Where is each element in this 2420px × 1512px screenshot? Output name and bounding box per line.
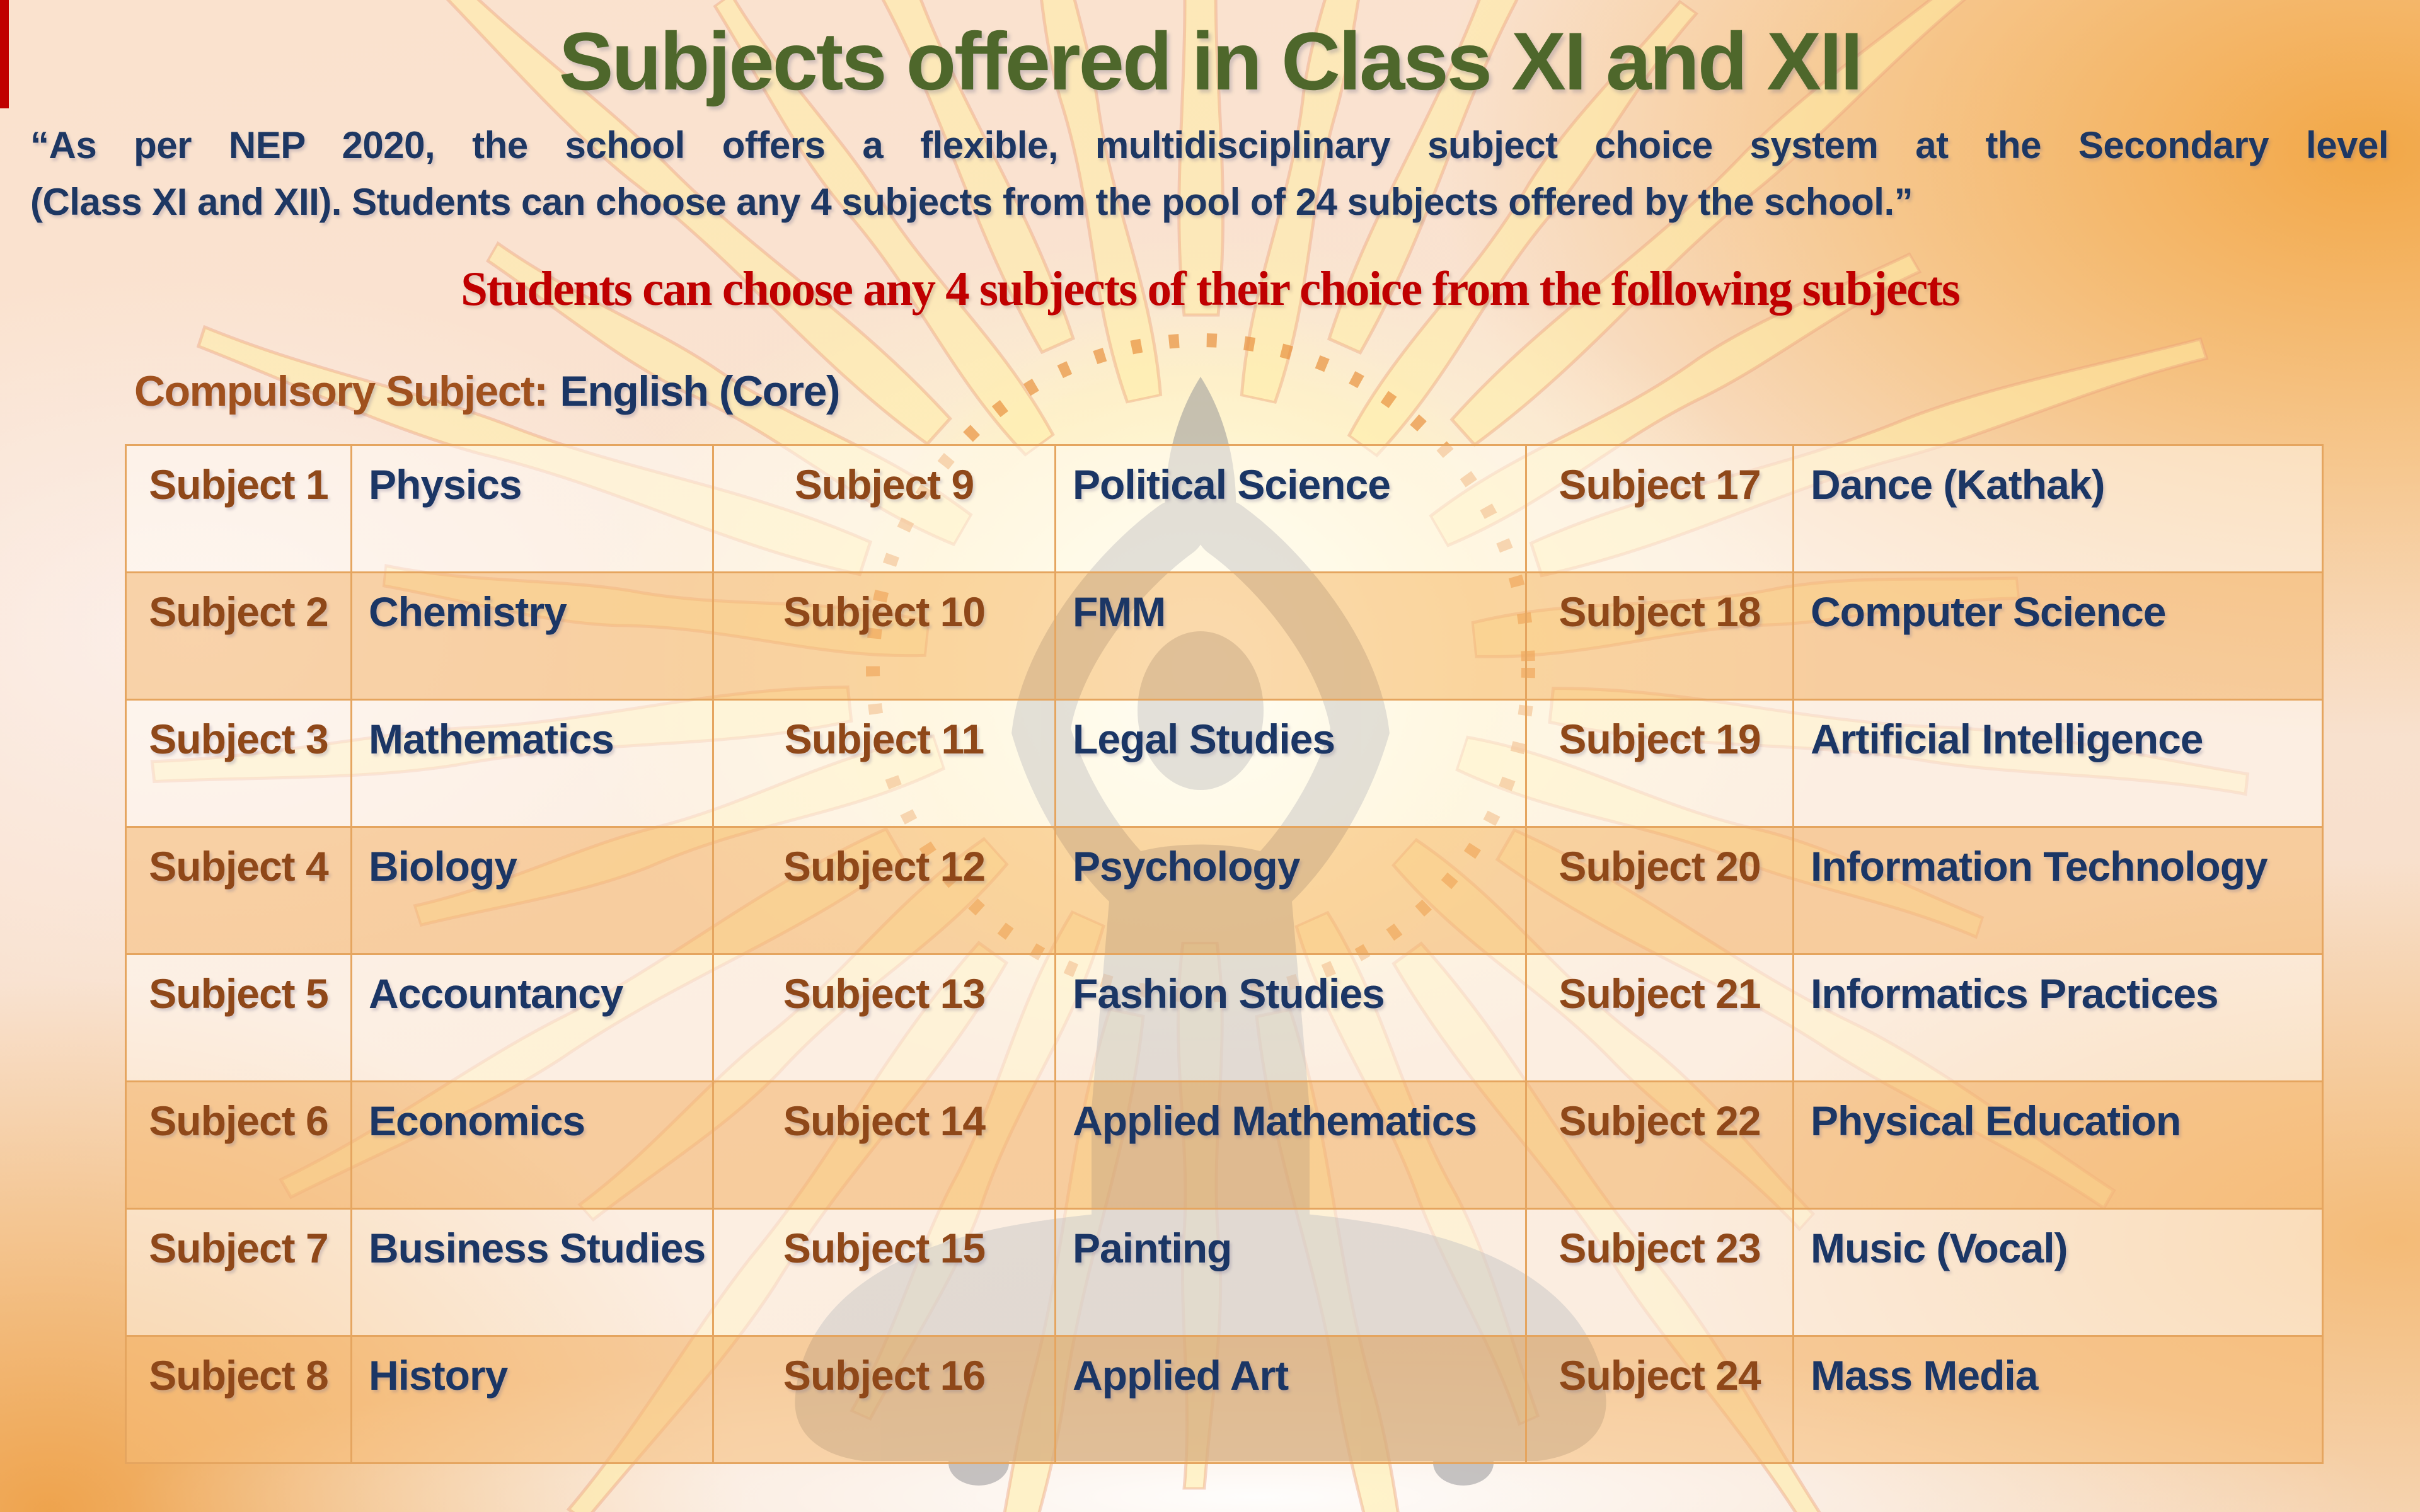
subject-number-cell: Subject 15 xyxy=(713,1209,1056,1336)
subject-name-cell: Informatics Practices xyxy=(1794,954,2323,1082)
subject-number-cell: Subject 19 xyxy=(1526,700,1794,827)
subject-number-cell: Subject 3 xyxy=(126,700,352,827)
subject-number-cell: Subject 2 xyxy=(126,573,352,700)
compulsory-value: English (Core) xyxy=(560,367,840,415)
subject-number-cell: Subject 24 xyxy=(1526,1336,1794,1463)
subject-number-cell: Subject 6 xyxy=(126,1082,352,1209)
subject-name-cell: Biology xyxy=(352,827,713,954)
subject-number-cell: Subject 22 xyxy=(1526,1082,1794,1209)
subject-name-cell: Artificial Intelligence xyxy=(1794,700,2323,827)
subject-name-cell: Computer Science xyxy=(1794,573,2323,700)
table-row xyxy=(126,1082,2323,1209)
subject-name-cell: Psychology xyxy=(1056,827,1526,954)
subject-number-cell: Subject 4 xyxy=(126,827,352,954)
subject-name-cell: Political Science xyxy=(1056,445,1526,573)
subject-number-cell: Subject 7 xyxy=(126,1209,352,1336)
compulsory-label: Compulsory Subject: xyxy=(134,367,548,415)
nep-quote xyxy=(30,117,2388,231)
subject-number-cell: Subject 14 xyxy=(713,1082,1056,1209)
subject-name-cell: Physics xyxy=(352,445,713,573)
subject-name-cell: Mathematics xyxy=(352,700,713,827)
subject-number-cell: Subject 10 xyxy=(713,573,1056,700)
subject-number-cell: Subject 12 xyxy=(713,827,1056,954)
subject-name-cell: Applied Art xyxy=(1056,1336,1526,1463)
table-row xyxy=(126,445,2323,573)
subject-number-cell: Subject 21 xyxy=(1526,954,1794,1082)
table-row xyxy=(126,700,2323,827)
subject-number-cell: Subject 23 xyxy=(1526,1209,1794,1336)
subject-number-cell: Subject 11 xyxy=(713,700,1056,827)
quote-line-1: “As per NEP 2020, the school offers a flexible, multidisciplinary subject choice system at the Secondary level xyxy=(30,124,2388,166)
subject-name-cell: FMM xyxy=(1056,573,1526,700)
subjects-table-body xyxy=(126,445,2323,1463)
subject-name-cell: History xyxy=(352,1336,713,1463)
subject-number-cell: Subject 13 xyxy=(713,954,1056,1082)
subject-number-cell: Subject 16 xyxy=(713,1336,1056,1463)
subject-name-cell: Economics xyxy=(352,1082,713,1209)
quote-line-2: (Class XI and XII). Students can choose any 4 subjects from the pool of 24 subjects offered by the school.” xyxy=(30,181,1913,223)
highlight-line: Students can choose any 4 subjects of their choice from the following subjects xyxy=(461,261,1959,316)
table-row xyxy=(126,1336,2323,1463)
table-row xyxy=(126,954,2323,1082)
table-row xyxy=(126,1209,2323,1336)
subject-name-cell: Legal Studies xyxy=(1056,700,1526,827)
subject-name-cell: Applied Mathematics xyxy=(1056,1082,1526,1209)
page-title: Subjects offered in Class XI and XII xyxy=(558,15,1862,107)
subject-name-cell: Painting xyxy=(1056,1209,1526,1336)
subject-number-cell: Subject 18 xyxy=(1526,573,1794,700)
table-row xyxy=(126,827,2323,954)
subjects-table xyxy=(125,444,2324,1464)
subject-number-cell: Subject 1 xyxy=(126,445,352,573)
subject-name-cell: Physical Education xyxy=(1794,1082,2323,1209)
table-row xyxy=(126,573,2323,700)
subject-number-cell: Subject 9 xyxy=(713,445,1056,573)
subject-name-cell: Accountancy xyxy=(352,954,713,1082)
subject-name-cell: Chemistry xyxy=(352,573,713,700)
subject-number-cell: Subject 20 xyxy=(1526,827,1794,954)
subject-name-cell: Music (Vocal) xyxy=(1794,1209,2323,1336)
subject-name-cell: Business Studies xyxy=(352,1209,713,1336)
subject-name-cell: Mass Media xyxy=(1794,1336,2323,1463)
compulsory-subject-line xyxy=(134,367,839,416)
subject-number-cell: Subject 8 xyxy=(126,1336,352,1463)
subject-number-cell: Subject 17 xyxy=(1526,445,1794,573)
subject-name-cell: Dance (Kathak) xyxy=(1794,445,2323,573)
subject-name-cell: Fashion Studies xyxy=(1056,954,1526,1082)
subject-number-cell: Subject 5 xyxy=(126,954,352,1082)
subject-name-cell: Information Technology xyxy=(1794,827,2323,954)
